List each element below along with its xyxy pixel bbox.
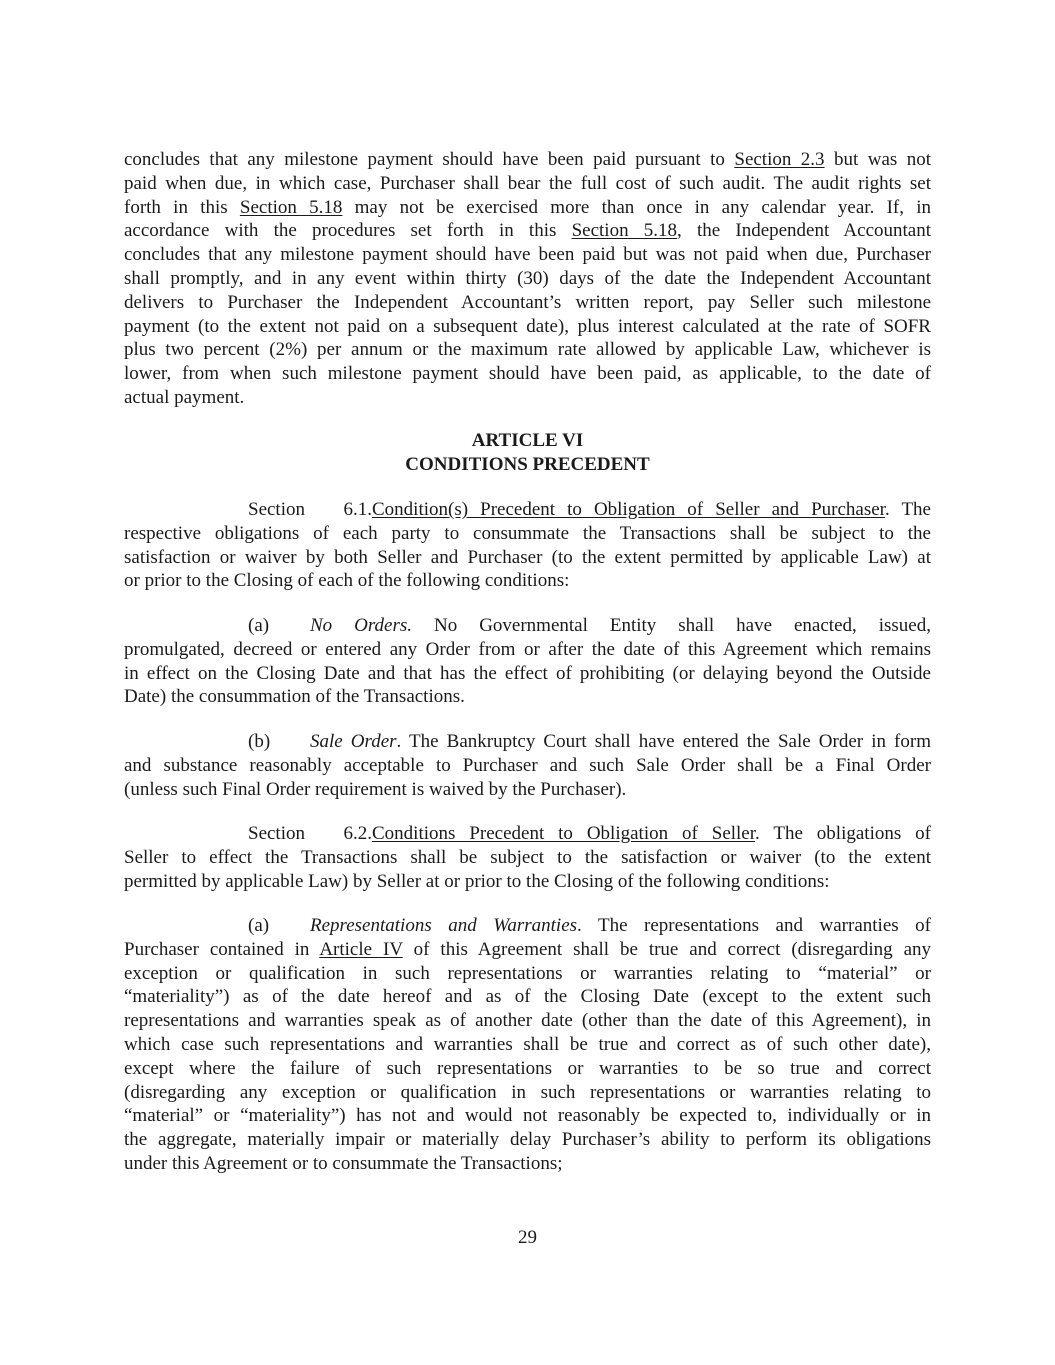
text-line (124, 754, 931, 778)
text-segment: paid when due, in which case, Purchaser shall bear the full cost of such audit. The audit rights set (124, 172, 931, 194)
text-segment: “material” or “materiality”) has not and would not reasonably be expected to, individually or in (124, 1105, 931, 1127)
text-line (124, 662, 931, 686)
article-heading (124, 429, 931, 477)
text-segment: forth in this (124, 196, 240, 218)
text-segment: concludes that any milestone payment should have been paid but was not paid when due, Purchaser (124, 244, 931, 266)
text-segment: . The representations and warranties of (577, 915, 931, 936)
text-line (124, 569, 931, 593)
text-line (124, 638, 931, 662)
text-segment: No Governmental Entity shall have enacted, issued, (412, 615, 931, 636)
text-segment: payment (to the extent not paid on a subsequent date), plus interest calculated at the rate of SOFR (124, 315, 931, 337)
text-line (124, 938, 931, 962)
text-line (124, 1033, 931, 1057)
text-segment: which case such representations and warranties shall be true and correct as of such other date), (124, 1033, 931, 1055)
section-caption: Conditions Precedent to Obligation of Seller (372, 823, 756, 844)
section-caption: Condition(s) Precedent to Obligation of Seller and Purchaser (372, 499, 885, 520)
text-line (124, 362, 931, 386)
text-segment: promulgated, decreed or entered any Order from or after the date of this Agreement which remains (124, 638, 931, 660)
text-segment: . The Bankruptcy Court shall have entered the Sale Order in form (396, 731, 931, 752)
text-line (124, 730, 931, 754)
text-line (124, 1104, 931, 1128)
text-line (124, 870, 931, 894)
section-6-1 (124, 498, 931, 593)
text-line (124, 522, 931, 546)
section-6-1-b (124, 730, 931, 801)
text-segment: of this Agreement shall be true and correct (disregarding any (402, 938, 931, 960)
clause-caption: No Orders. (310, 615, 413, 636)
text-line (124, 846, 931, 870)
text-line (124, 172, 931, 196)
text-line (124, 219, 931, 243)
text-line (124, 822, 931, 846)
text-segment: satisfaction or waiver by both Seller and Purchaser (to the extent permitted by applicable Law) at (124, 546, 931, 568)
text-line (124, 614, 931, 638)
clause-caption: Representations and Warranties (310, 915, 578, 936)
text-line (124, 685, 931, 709)
article-title: CONDITIONS PRECEDENT (405, 454, 650, 475)
text-line (124, 267, 931, 291)
text-segment: except where the failure of such representations or warranties to be so true and correct (124, 1057, 931, 1079)
text-line (124, 1009, 931, 1033)
section-6-2 (124, 822, 931, 893)
text-segment: permitted by applicable Law) by Seller at or prior to the Closing of the following conditions: (124, 870, 830, 892)
text-line (124, 962, 931, 986)
section-number: (a) (248, 615, 270, 636)
cross-reference-link[interactable]: Section 5.18 (239, 196, 343, 218)
cross-reference-link[interactable]: Article IV (319, 938, 403, 960)
section-6-1-a (124, 614, 931, 709)
text-segment: . The obligations of (755, 823, 931, 844)
text-segment: actual payment. (124, 386, 245, 408)
audit-paragraph (124, 148, 931, 410)
text-line (124, 985, 931, 1009)
text-segment: delivers to Purchaser the Independent Accountant’s written report, pay Seller such milestone (124, 291, 931, 313)
text-segment: may not be exercised more than once in any calendar year. If, in (342, 196, 931, 218)
text-line (124, 1128, 931, 1152)
text-line (124, 546, 931, 570)
text-segment: , the Independent Accountant (677, 220, 931, 242)
text-segment: respective obligations of each party to consummate the Transactions shall be subject to the (124, 522, 931, 544)
text-segment: or prior to the Closing of each of the following conditions: (124, 570, 570, 592)
text-line (124, 291, 931, 315)
cross-reference-link[interactable]: Section 5.18 (571, 220, 678, 242)
text-line (124, 498, 931, 522)
section-6-2-a (124, 914, 931, 1176)
text-line (124, 778, 931, 802)
text-line (124, 148, 931, 172)
text-segment: and substance reasonably acceptable to Purchaser and such Sale Order shall be a Final Order (124, 754, 931, 776)
text-segment: Purchaser contained in (124, 938, 320, 960)
text-segment: “materiality”) as of the date hereof and as of the Closing Date (except to the extent such (124, 986, 931, 1008)
text-line (124, 1081, 931, 1105)
text-segment: . The (884, 499, 931, 520)
text-line (124, 243, 931, 267)
text-segment: concludes that any milestone payment should have been paid pursuant to (124, 149, 735, 170)
text-segment: in effect on the Closing Date and that has the effect of prohibiting (or delaying beyond the Outside (124, 662, 931, 684)
clause-caption: Sale Order (310, 731, 397, 752)
section-number: Section 6.1. (248, 499, 372, 520)
text-line (124, 386, 931, 410)
article-number: ARTICLE VI (471, 430, 584, 451)
text-segment: the aggregate, materially impair or materially delay Purchaser’s ability to perform its obligations (124, 1129, 931, 1151)
text-segment: plus two percent (2%) per annum or the maximum rate allowed by applicable Law, whichever is (124, 339, 931, 361)
text-line (124, 338, 931, 362)
page-number: 29 (518, 1227, 537, 1248)
text-segment: under this Agreement or to consummate the Transactions; (124, 1152, 563, 1174)
text-line (124, 196, 931, 220)
text-segment: (disregarding any exception or qualification in such representations or warranties relating to (124, 1081, 931, 1103)
text-segment: exception or qualification in such representations or warranties relating to “material” or (124, 962, 931, 984)
text-segment: representations and warranties speak as of another date (other than the date of this Agreement), in (124, 1010, 931, 1032)
text-segment: (unless such Final Order requirement is waived by the Purchaser). (124, 778, 627, 800)
section-number: (b) (248, 731, 271, 752)
cross-reference-link[interactable]: Section 2.3 (734, 149, 825, 170)
text-segment: accordance with the procedures set forth in this (124, 220, 572, 242)
text-line (124, 1057, 931, 1081)
section-number: Section 6.2. (248, 823, 372, 844)
section-number: (a) (248, 915, 270, 936)
text-line (124, 315, 931, 339)
text-segment: but was not (824, 149, 931, 170)
text-line (124, 914, 931, 938)
text-segment: shall promptly, and in any event within thirty (30) days of the date the Independent Accountant (124, 267, 931, 289)
text-segment: lower, from when such milestone payment should have been paid, as applicable, to the date of (124, 363, 931, 385)
text-segment: Date) the consummation of the Transactions. (124, 686, 465, 708)
text-line (124, 1152, 931, 1176)
text-segment: Seller to effect the Transactions shall be subject to the satisfaction or waiver (to the extent (124, 846, 931, 868)
